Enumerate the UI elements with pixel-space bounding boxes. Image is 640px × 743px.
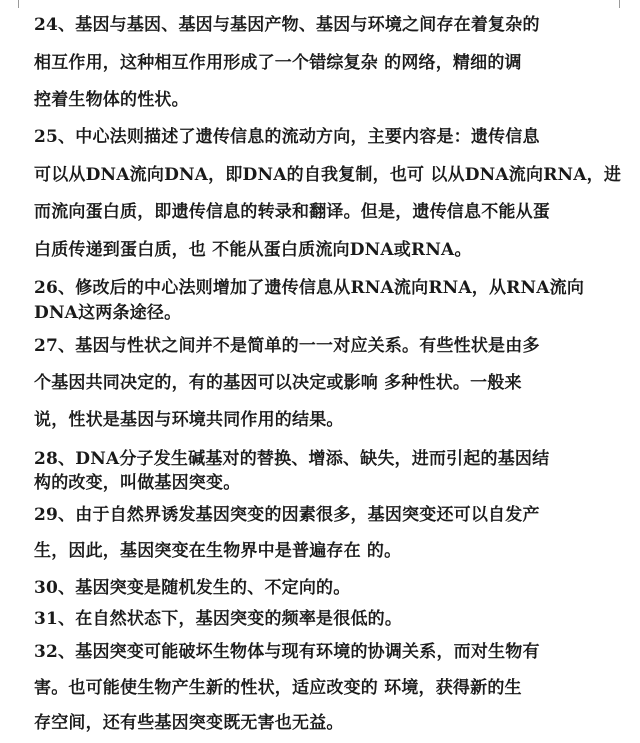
paragraph-27-line-1: 27、基因与性状之间并不是简单的一一对应关系。有些性状是由多 <box>34 336 540 356</box>
paragraph-32-line-2: 害。也可能使生物产生新的性状，适应改变的 环境，获得新的生 <box>34 678 522 698</box>
paragraph-32-line-3: 存空间，还有些基因突变既无害也无益。 <box>34 713 344 733</box>
paragraph-25-line-4: 白质传递到蛋白质，也 不能从蛋白质流向DNA或RNA。 <box>34 240 472 260</box>
margin-mark-left <box>18 0 19 8</box>
margin-mark-right <box>619 0 620 8</box>
paragraph-27-line-2: 个基因共同决定的，有的基因可以决定或影响 多种性状。一般来 <box>34 373 522 393</box>
paragraph-32-line-1: 32、基因突变可能破坏生物体与现有环境的协调关系，而对生物有 <box>34 642 540 662</box>
paragraph-28-line-1: 28、DNA分子发生碱基对的替换、增添、缺失，进而引起的基因结 <box>34 449 550 469</box>
paragraph-27-line-3: 说，性状是基因与环境共同作用的结果。 <box>34 410 344 430</box>
paragraph-24-line-2: 相互作用，这种相互作用形成了一个错综复杂 的网络，精细的调 <box>34 53 522 73</box>
paragraph-24-line-3: 控着生物体的性状。 <box>34 90 189 110</box>
paragraph-25-line-3: 而流向蛋白质，即遗传信息的转录和翻译。但是，遗传信息不能从蛋 <box>34 202 550 222</box>
paragraph-26-line-2: DNA这两条途径。 <box>34 303 182 323</box>
paragraph-26-line-1: 26、修改后的中心法则增加了遗传信息从RNA流向RNA，从RNA流向 <box>34 278 585 298</box>
paragraph-28-line-2: 构的改变，叫做基因突变。 <box>34 473 241 493</box>
paragraph-25-line-1: 25、中心法则描述了遗传信息的流动方向，主要内容是：遗传信息 <box>34 127 540 147</box>
paragraph-25-line-2: 可以从DNA流向DNA，即DNA的自我复制，也可 以从DNA流向RNA，进 <box>34 165 622 185</box>
paragraph-30-line-1: 30、基因突变是随机发生的、不定向的。 <box>34 578 351 598</box>
paragraph-29-line-1: 29、由于自然界诱发基因突变的因素很多，基因突变还可以自发产 <box>34 505 540 525</box>
paragraph-29-line-2: 生，因此，基因突变在生物界中是普遍存在 的。 <box>34 541 402 561</box>
paragraph-24-line-1: 24、基因与基因、基因与基因产物、基因与环境之间存在着复杂的 <box>34 15 540 35</box>
paragraph-31-line-1: 31、在自然状态下，基因突变的频率是很低的。 <box>34 609 403 629</box>
